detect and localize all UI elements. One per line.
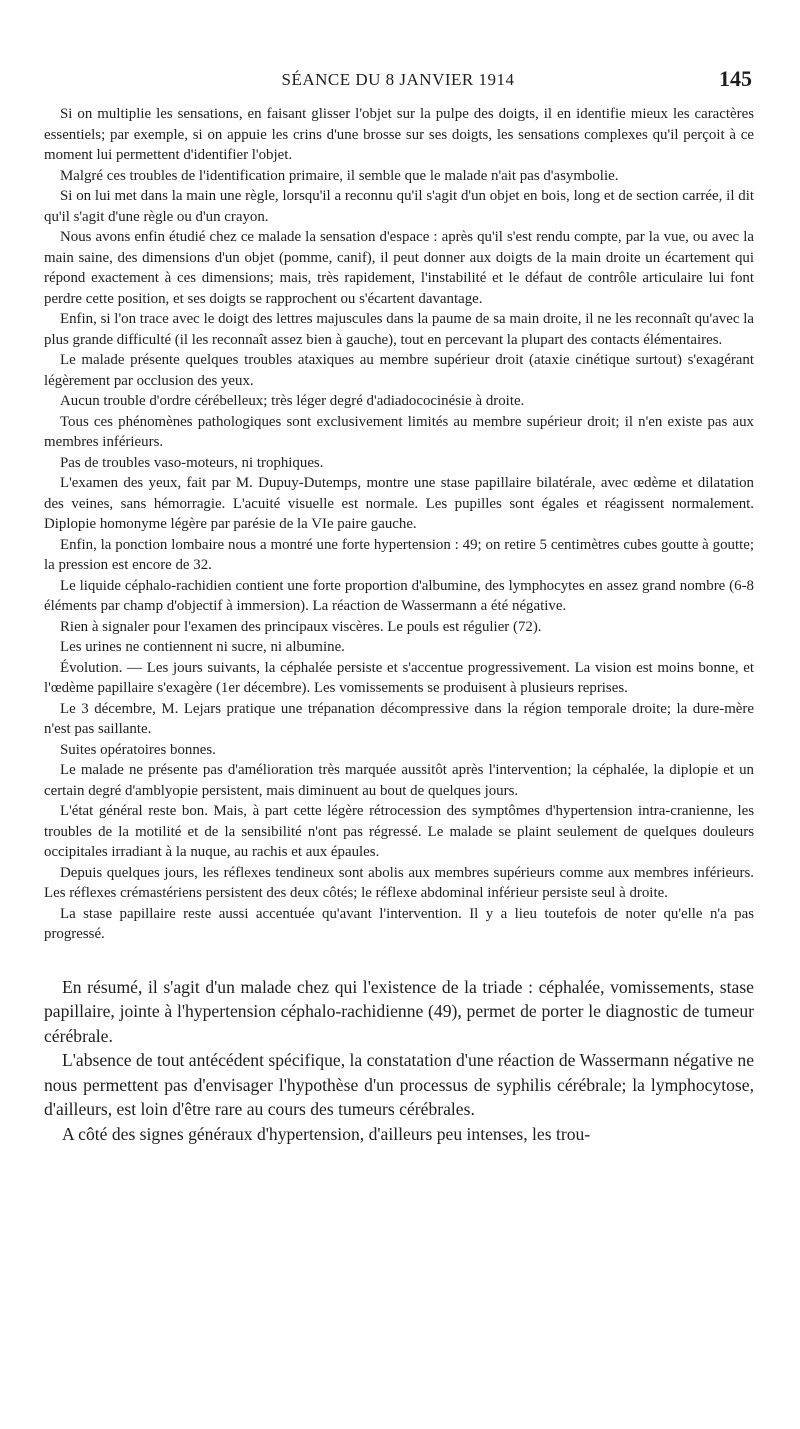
paragraph: Si on multiplie les sensations, en faisant glisser l'objet sur la pulpe des doigts, il en identifie mieux les caractères essentiels; par exemple, si on appuie les crins d'une brosse sur ses doigts, les sensations complexes qu'il perçoit à ce moment lui permettent d'identifier l'objet. <box>44 106 754 163</box>
paragraph: Tous ces phénomènes pathologiques sont exclusivement limités au membre supérieur droit; il n'en existe pas aux membres inférieurs. <box>44 413 754 450</box>
paragraph: Pas de troubles vaso-moteurs, ni trophiques. <box>60 454 324 471</box>
summary-paragraph: L'absence de tout antécédent spécifique, la constatation d'une réaction de Wassermann négative ne nous permettent pas d'envisager l'hypothèse d'un processus de syphilis cérébrale; la lymphocytose, d'ailleurs, est loin d'être rare au cours des tumeurs cérébrales. <box>44 1050 754 1120</box>
paragraph: Le liquide céphalo-rachidien contient une forte proportion d'albumine, des lymphocytes en assez grand nombre (6-8 éléments par champ d'objectif à immersion). La réaction de Wassermann a été négative. <box>44 577 754 614</box>
case-report-section <box>44 104 754 945</box>
paragraph: Enfin, la ponction lombaire nous a montré une forte hypertension : 49; on retire 5 centimètres cubes goutte à goutte; la pression est encore de 32. <box>44 536 754 573</box>
paragraph: Nous avons enfin étudié chez ce malade la sensation d'espace : après qu'il s'est rendu compte, par la vue, ou avec la main saine, des dimensions d'un objet (pomme, canif), il peut donner aux doigts de la main droite un écartement qui répond exactement à ces dimensions; mais, très rapidement, l'instabilité et le défaut de contrôle articulaire lui font perdre cette position, et ses doigts se rapprochent ou s'écartent davantage. <box>44 229 754 307</box>
summary-paragraph: A côté des signes généraux d'hypertension, d'ailleurs peu intenses, les trou- <box>62 1124 591 1145</box>
paragraph: L'état général reste bon. Mais, à part cette légère rétrocession des symptômes d'hypertension intra-cranienne, les troubles de la motilité et de la sensibilité n'ont pas régressé. Le malade se plaint seulement de quelques douleurs occipitales irradiant à la nuque, au rachis et aux épaules. <box>44 803 754 860</box>
paragraph: La stase papillaire reste aussi accentuée qu'avant l'intervention. Il y a lieu toutefois de noter qu'elle n'a pas progressé. <box>44 905 754 942</box>
paragraph: Le malade présente quelques troubles ataxiques au membre supérieur droit (ataxie cinétique surtout) s'exagérant légèrement par occlusion des yeux. <box>44 352 754 389</box>
paragraph: Le 3 décembre, M. Lejars pratique une trépanation décompressive dans la région temporale droite; la dure-mère n'est pas saillante. <box>44 700 754 737</box>
paragraph: Rien à signaler pour l'examen des principaux viscères. Le pouls est régulier (72). <box>60 618 542 635</box>
paragraph: Si on lui met dans la main une règle, lorsqu'il a reconnu qu'il s'agit d'un objet en bois, long et de section carrée, il dit qu'il s'agit d'une règle ou d'un crayon. <box>44 188 754 225</box>
paragraph: Aucun trouble d'ordre cérébelleux; très léger degré d'adiadococinésie à droite. <box>60 393 525 409</box>
summary-section <box>44 975 754 1147</box>
running-title: SÉANCE DU 8 JANVIER 1914 <box>281 70 515 89</box>
paragraph: Depuis quelques jours, les réflexes tendineux sont abolis aux membres supérieurs comme aux membres inférieurs. Les réflexes crémastériens persistent des deux côtés; le réflexe abdominal inférieur persiste seul à droite. <box>44 864 754 901</box>
paragraph: Les urines ne contiennent ni sucre, ni albumine. <box>60 639 345 655</box>
paragraph: Malgré ces troubles de l'identification primaire, il semble que le malade n'ait pas d'asymbolie. <box>60 167 619 184</box>
paragraph: Le malade ne présente pas d'amélioration très marquée aussitôt après l'intervention; la céphalée, la diplopie et un certain degré d'amblyopie persistent, mais diminuent au bout de quelques jours. <box>44 762 754 799</box>
paragraph: Enfin, si l'on trace avec le doigt des lettres majuscules dans la paume de sa main droite, il ne les reconnaît qu'avec la plus grande difficulté (il les reconnaît assez bien à gauche), tout en percevant la plupart des contacts élémentaires. <box>44 311 754 348</box>
page-header <box>44 66 752 96</box>
body-text <box>44 104 754 1147</box>
paragraph: L'examen des yeux, fait par M. Dupuy-Dutemps, montre une stase papillaire bilatérale, avec œdème et dilatation des veines, sans hémorragie. L'acuité visuelle est normale. Les pupilles sont égales et réagissent normalement. Diplopie homonyme légère par parésie de la VIe paire gauche. <box>44 475 754 532</box>
summary-paragraph: En résumé, il s'agit d'un malade chez qui l'existence de la triade : céphalée, vomissements, stase papillaire, jointe à l'hypertension céphalo-rachidienne (49), permet de porter le diagnostic de tumeur cérébrale. <box>44 976 754 1046</box>
paragraph: Suites opératoires bonnes. <box>60 741 216 758</box>
paragraph: Évolution. — Les jours suivants, la céphalée persiste et s'accentue progressivement. La vision est moins bonne, et l'œdème papillaire s'exagère (1er décembre). Les vomissements se produisent à plusieurs reprises. <box>44 659 754 696</box>
page-number: 145 <box>719 66 752 91</box>
